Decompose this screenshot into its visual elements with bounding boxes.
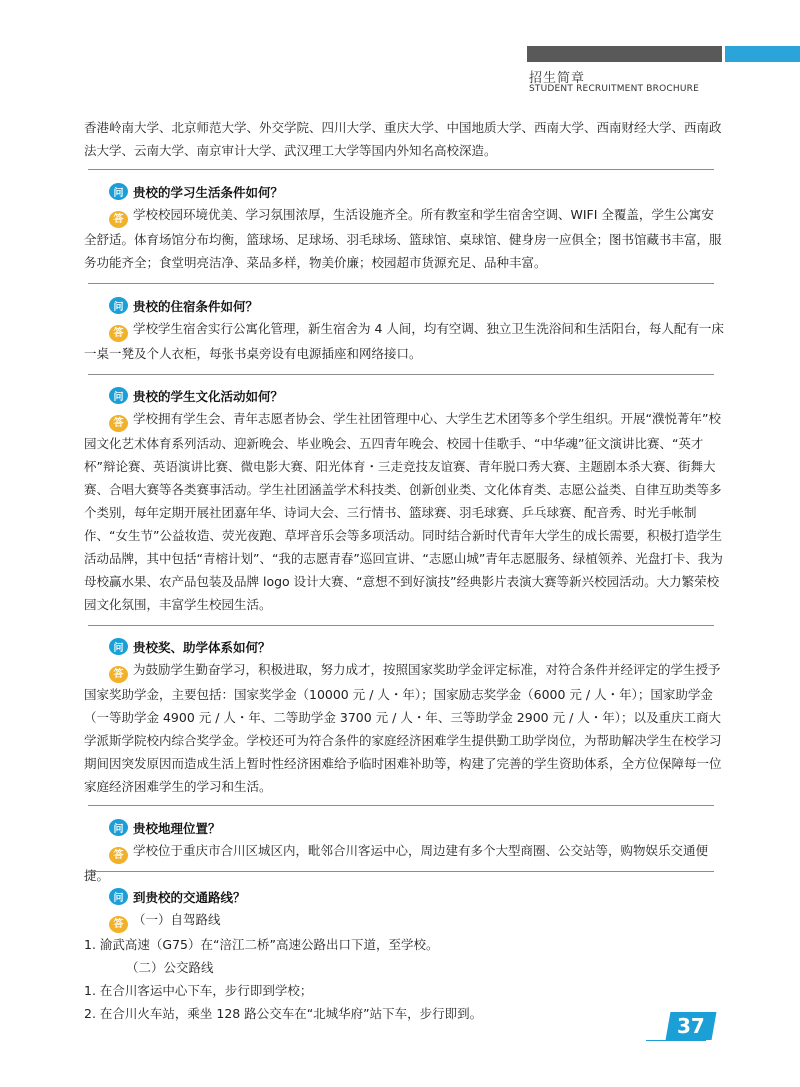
faq-item-transport bbox=[84, 885, 724, 1025]
section-divider bbox=[88, 805, 714, 806]
faq-answer-text: 学校拥有学生会、青年志愿者协会、学生社团管理中心、大学生艺术团等多个学生组织。开展“濮悦菁年”校园文化艺术体育系列活动、迎新晚会、毕业晚会、五四青年晚会、校园十佳歌手、“中华魂”征文演讲比赛、“英才杯”辩论赛、英语演讲比赛、微电影大赛、阳光体育・三走竞技友谊赛、青年脱口秀大赛、主题剧本杀大赛、街舞大赛、合唱大赛等各类赛事活动。学生社团涵盖学术科技类、创新创业类、文化体育类、志愿公益类、自律互助类等多个类别，每年定期开展社团嘉年华、诗词大会、三行情书、篮球赛、羽毛球赛、乒乓球赛、配音秀、时光手帐制作、“女生节”公益妆造、荧光夜跑、草坪音乐会等多项活动。同时结合新时代青年大学生的成长需要，积极打造学生活动品牌，其中包括“青榕计划”、“我的志愿青春”巡回宣讲、“志愿山城”青年志愿服务、绿植领养、光盘打卡、我为母校赢水果、农产品包装及品牌 logo 设计大赛、“意想不到好演技”经典影片表演大赛等新兴校园活动。大力繁荣校园文化氛围，丰富学生校园生活。 bbox=[84, 411, 723, 612]
transport-self-drive-heading bbox=[84, 908, 724, 933]
faq-question-text: 贵校地理位置？ bbox=[133, 820, 221, 836]
faq-answer bbox=[84, 407, 724, 616]
faq-answer-text: 学校位于重庆市合川区城区内，毗邻合川客运中心，周边建有多个大型商圈、公交站等，购物娱乐交通便捷。 bbox=[84, 843, 709, 883]
faq-item-accommodation bbox=[84, 294, 724, 365]
transport-bus-heading: （二）公交路线 bbox=[126, 960, 214, 975]
header-bar-gray bbox=[527, 46, 722, 62]
section-divider bbox=[88, 871, 714, 872]
page-number-badge bbox=[666, 1012, 717, 1040]
page-number: 37 bbox=[677, 1014, 705, 1038]
answer-badge-icon: 答 bbox=[109, 211, 128, 228]
answer-badge-icon: 答 bbox=[109, 325, 128, 342]
section-divider bbox=[88, 374, 714, 375]
answer-badge-icon: 答 bbox=[109, 666, 128, 683]
question-badge-icon: 问 bbox=[109, 387, 128, 404]
faq-answer-text: 学校学生宿舍实行公寓化管理，新生宿舍为 4 人间，均有空调、独立卫生洗浴间和生活阳台，每人配有一床一桌一凳及个人衣柜，每张书桌旁设有电源插座和网络接口。 bbox=[84, 321, 724, 361]
section-divider bbox=[88, 169, 714, 170]
faq-answer bbox=[84, 658, 724, 798]
answer-badge-icon: 答 bbox=[109, 916, 128, 933]
header-bar-blue bbox=[725, 46, 800, 62]
brochure-subtitle: STUDENT RECRUITMENT BROCHURE bbox=[529, 84, 699, 94]
faq-question-text: 到贵校的交通路线？ bbox=[133, 889, 246, 905]
faq-question bbox=[84, 885, 724, 908]
self-drive-route-1: 1. 渝武高速（G75）在“涪江二桥”高速公路出口下道，至学校。 bbox=[84, 937, 439, 952]
faq-item-location bbox=[84, 816, 724, 887]
question-badge-icon: 问 bbox=[109, 297, 128, 314]
self-drive-heading-text: （一）自驾路线 bbox=[133, 912, 221, 927]
answer-badge-icon: 答 bbox=[109, 847, 128, 864]
brochure-title: 招生简章 bbox=[529, 71, 586, 86]
faq-answer-text: 学校校园环境优美、学习氛围浓厚，生活设施齐全。所有教室和学生宿舍空调、WIFI 全覆盖，学生公寓安全舒适。体育场馆分布均衡，篮球场、足球场、羽毛球场、篮球馆、桌球馆、健身房一应俱全；图书馆藏书丰富，服务功能齐全；食堂明亮洁净、菜品多样，物美价廉；校园超市货源充足、品种丰富。 bbox=[84, 207, 722, 270]
faq-question bbox=[84, 180, 724, 203]
faq-answer-text: 为鼓励学生勤奋学习，积极进取，努力成才，按照国家奖助学金评定标准，对符合条件并经评定的学生授予国家奖助学金，主要包括：国家奖学金（10000 元 / 人・年）；国家励志奖学金（6000 元 / 人・年）；国家助学金（一等助学金 4900 元 / 人・年、二等助学金 3700 元 / 人・年、三等助学金 2900 元 / 人・年）；以及重庆工商大学派斯学院校内综合奖学金。学校还可为符合条件的家庭经济困难学生提供勤工助学岗位，为帮助解决学生在校学习期间因突发原因而造成生活上暂时性经济困难给予临时困难补助等，构建了完善的学生资助体系，全方位保障每一位家庭经济困难学生的学习和生活。 bbox=[84, 662, 722, 794]
faq-question bbox=[84, 294, 724, 317]
faq-answer bbox=[84, 203, 724, 274]
faq-question-text: 贵校的学习生活条件如何？ bbox=[133, 184, 284, 200]
question-badge-icon: 问 bbox=[109, 819, 128, 836]
faq-item-cultural-activities bbox=[84, 384, 724, 616]
faq-question bbox=[84, 384, 724, 407]
faq-question-text: 贵校的学生文化活动如何？ bbox=[133, 388, 284, 404]
faq-item-scholarships bbox=[84, 635, 724, 798]
question-badge-icon: 问 bbox=[109, 888, 128, 905]
faq-question-text: 贵校奖、助学体系如何？ bbox=[133, 639, 271, 655]
bus-route-1: 1. 在合川客运中心下车，步行即到学校； bbox=[84, 983, 313, 998]
faq-answer bbox=[84, 317, 724, 365]
faq-question-text: 贵校的住宿条件如何？ bbox=[133, 298, 259, 314]
question-badge-icon: 问 bbox=[109, 183, 128, 200]
faq-answer bbox=[84, 839, 724, 887]
section-divider bbox=[88, 625, 714, 626]
bus-route-2: 2. 在合川火车站，乘坐 128 路公交车在“北城华府”站下车，步行即到。 bbox=[84, 1006, 483, 1021]
faq-question bbox=[84, 635, 724, 658]
answer-badge-icon: 答 bbox=[109, 415, 128, 432]
faq-item-living-conditions bbox=[84, 180, 724, 274]
question-badge-icon: 问 bbox=[109, 638, 128, 655]
faq-question bbox=[84, 816, 724, 839]
intro-paragraph: 香港岭南大学、北京师范大学、外交学院、四川大学、重庆大学、中国地质大学、西南大学、西南财经大学、西南政法大学、云南大学、南京审计大学、武汉理工大学等国内外知名高校深造。 bbox=[84, 120, 722, 158]
section-divider bbox=[88, 283, 714, 284]
page-number-underline bbox=[646, 1040, 706, 1041]
